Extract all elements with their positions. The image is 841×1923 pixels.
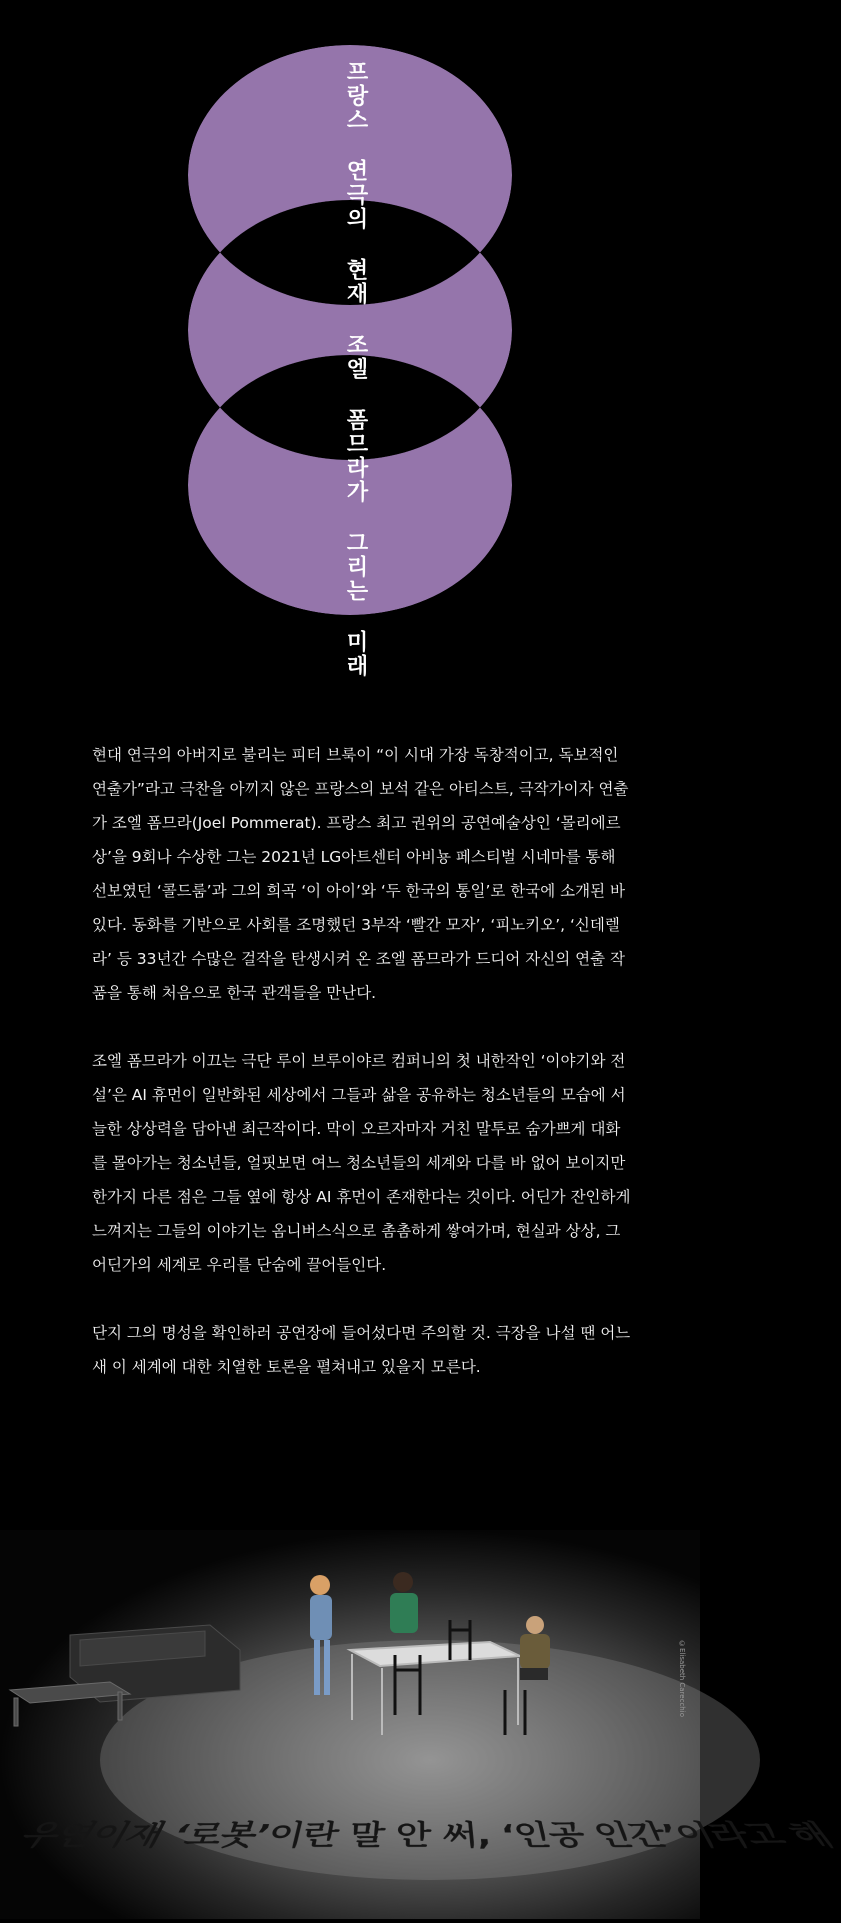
stage-photo xyxy=(0,1530,841,1919)
paragraph-2: 조엘 폼므라가 이끄는 극단 루이 브루이야르 컴퍼니의 첫 내한작인 ‘이야기와 전설’은 AI 휴먼이 일반화된 세상에서 그들과 삶을 공유하는 청소년들의 모습에 서늘한 상상력을 담아낸 최근작이다. 막이 오르자마자 거친 말투로 숨가쁘게 대화를 몰아가는 청소년들, 얼핏보면 여느 청소년들의 세계와 다를 바 없어 보이지만 한가지 다른 점은 그들 옆에 항상 AI 휴먼이 존재한다는 것이다. 어딘가 잔인하게 느껴지는 그들의 이야기는 옴니버스식으로 촘촘하게 쌓여가며, 현실과 상상, 그 어딘가의 세계로 우리를 단숨에 끌어들인다. xyxy=(92,1052,631,1274)
stage-floor-text: 우연이재 ‘로봇’이란 말 안 써, ‘인공 인간’이라고 해 xyxy=(11,1819,841,1852)
actor-center xyxy=(390,1572,418,1633)
paragraph-3: 단지 그의 명성을 확인하러 공연장에 들어섰다면 주의할 것. 극장을 나설 땐 어느새 이 세계에 대한 치열한 토론을 펼쳐내고 있을지 모른다. xyxy=(92,1324,631,1376)
photo-credit: ©Elisabeth Carecchio xyxy=(678,1640,686,1717)
coffee-table xyxy=(10,1682,130,1726)
hero-graphic xyxy=(0,0,700,690)
paragraph-1: 현대 연극의 아버지로 불리는 피터 브룩이 “이 시대 가장 독창적이고, 독보적인 연출가”라고 극찬을 아끼지 않은 프랑스의 보석 같은 아티스트, 극작가이자 연출가 조엘 폼므라(Joel Pommerat). 프랑스 최고 권위의 공연예술상인 ‘몰리에르상’을 9회나 수상한 그는 2021년 LG아트센터 아비뇽 페스티벌 시네마를 통해 선보였던 ‘콜드룸’과 그의 희곡 ‘이 아이’와 ‘두 한국의 통일’로 한국에 소개된 바 있다. 동화를 기반으로 사회를 조명했던 3부작 ‘빨간 모자’, ‘피노키오’, ‘신데렐라’ 등 33년간 수많은 걸작을 탄생시켜 온 조엘 폼므라가 드디어 자신의 연출 작품을 통해 처음으로 한국 관객들을 만난다. xyxy=(92,746,629,1002)
actor-right xyxy=(520,1616,550,1680)
stage-scene-illustration xyxy=(0,1530,841,1919)
page-title: 프랑스 연극의 현재 조엘 폼므라가 그리는 미래 xyxy=(343,60,368,678)
article-body xyxy=(92,738,632,1418)
